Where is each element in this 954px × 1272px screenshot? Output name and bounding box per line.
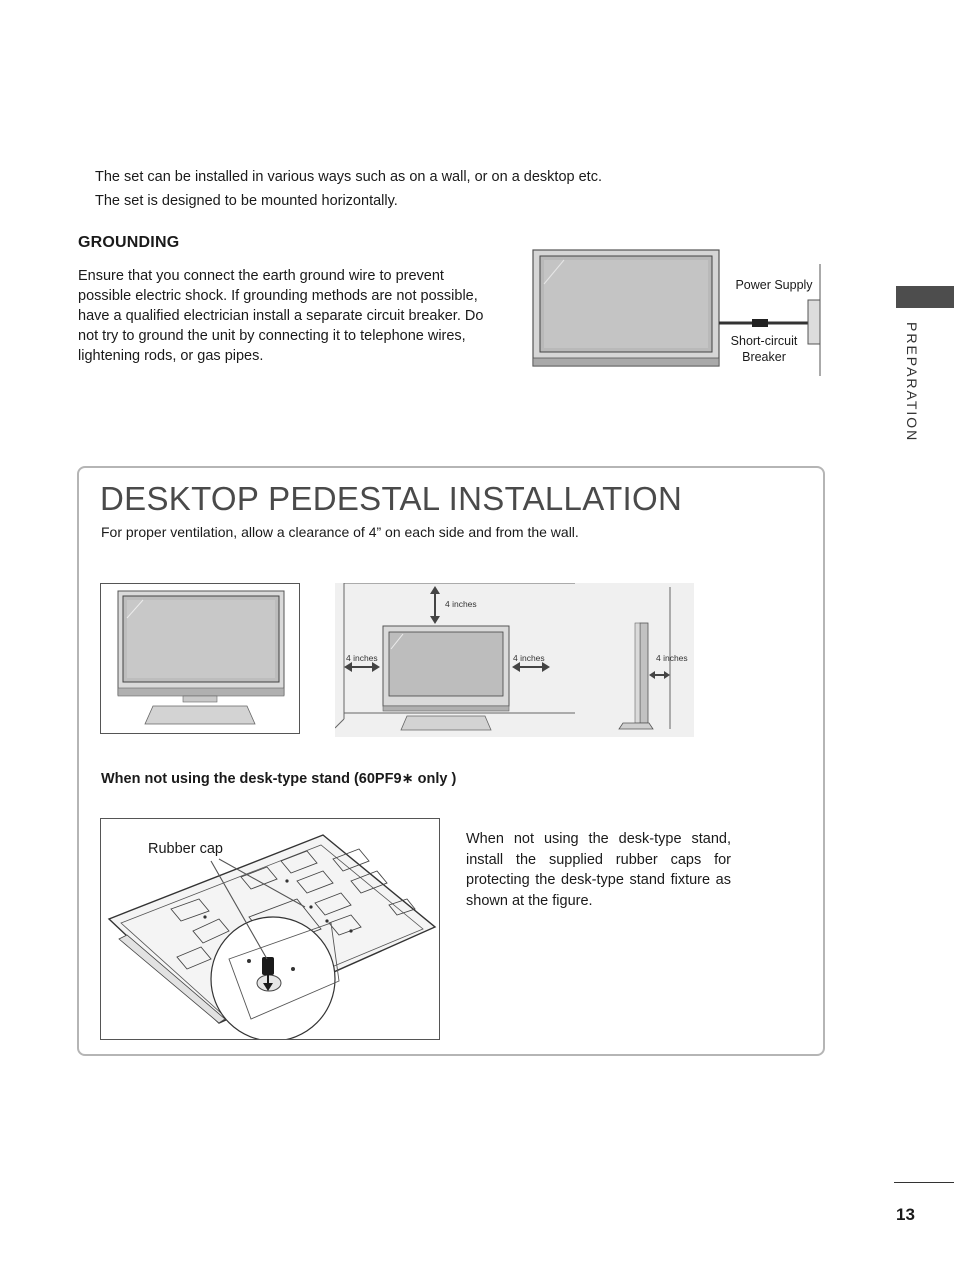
clearance-right-label: 4 inches (513, 653, 545, 663)
grounding-figure (530, 246, 830, 382)
tv-grounding-illustration (530, 246, 830, 382)
section-tab-marker (896, 286, 954, 308)
tv-on-stand-illustration (101, 584, 299, 733)
breaker-label-line2: Breaker (742, 350, 786, 364)
clearance-side-label: 4 inches (656, 653, 688, 663)
tv-on-stand-figure (100, 583, 300, 734)
clearance-illustration (335, 583, 694, 737)
intro-line-2: The set is designed to be mounted horizontally. (95, 193, 398, 209)
power-supply-label: Power Supply (735, 278, 813, 292)
grounding-heading: GROUNDING (78, 234, 180, 251)
section-tab-label: PREPARATION (904, 322, 920, 443)
grounding-text: Ensure that you connect the earth ground wire to prevent possible electric shock. If grounding methods are not possible, have a qualified electrician install a separate circuit breaker. Do not try to ground the unit by connecting it to telephone wires, lightening rods, or gas pipes. (78, 268, 484, 364)
page-number: 13 (896, 1205, 915, 1224)
clearance-left-label: 4 inches (346, 653, 378, 663)
panel-title: DESKTOP PEDESTAL INSTALLATION (100, 480, 683, 517)
stand-note-heading: When not using the desk-type stand (60PF9∗ only ) (101, 771, 457, 787)
footer-rule (894, 1182, 954, 1183)
intro-line-1: The set can be installed in various ways such as on a wall, or on a desktop etc. (95, 169, 602, 185)
clearance-figure (335, 583, 694, 737)
panel-subtitle: For proper ventilation, allow a clearance of 4” on each side and from the wall. (101, 524, 579, 540)
rubber-cap-label: Rubber cap (148, 841, 223, 857)
clearance-top-label: 4 inches (445, 599, 477, 609)
breaker-label-line1: Short-circuit (730, 334, 798, 348)
stand-description: When not using the desk-type stand, install the supplied rubber caps for protecting the desk-type stand fixture as shown at the figure. (466, 831, 731, 909)
